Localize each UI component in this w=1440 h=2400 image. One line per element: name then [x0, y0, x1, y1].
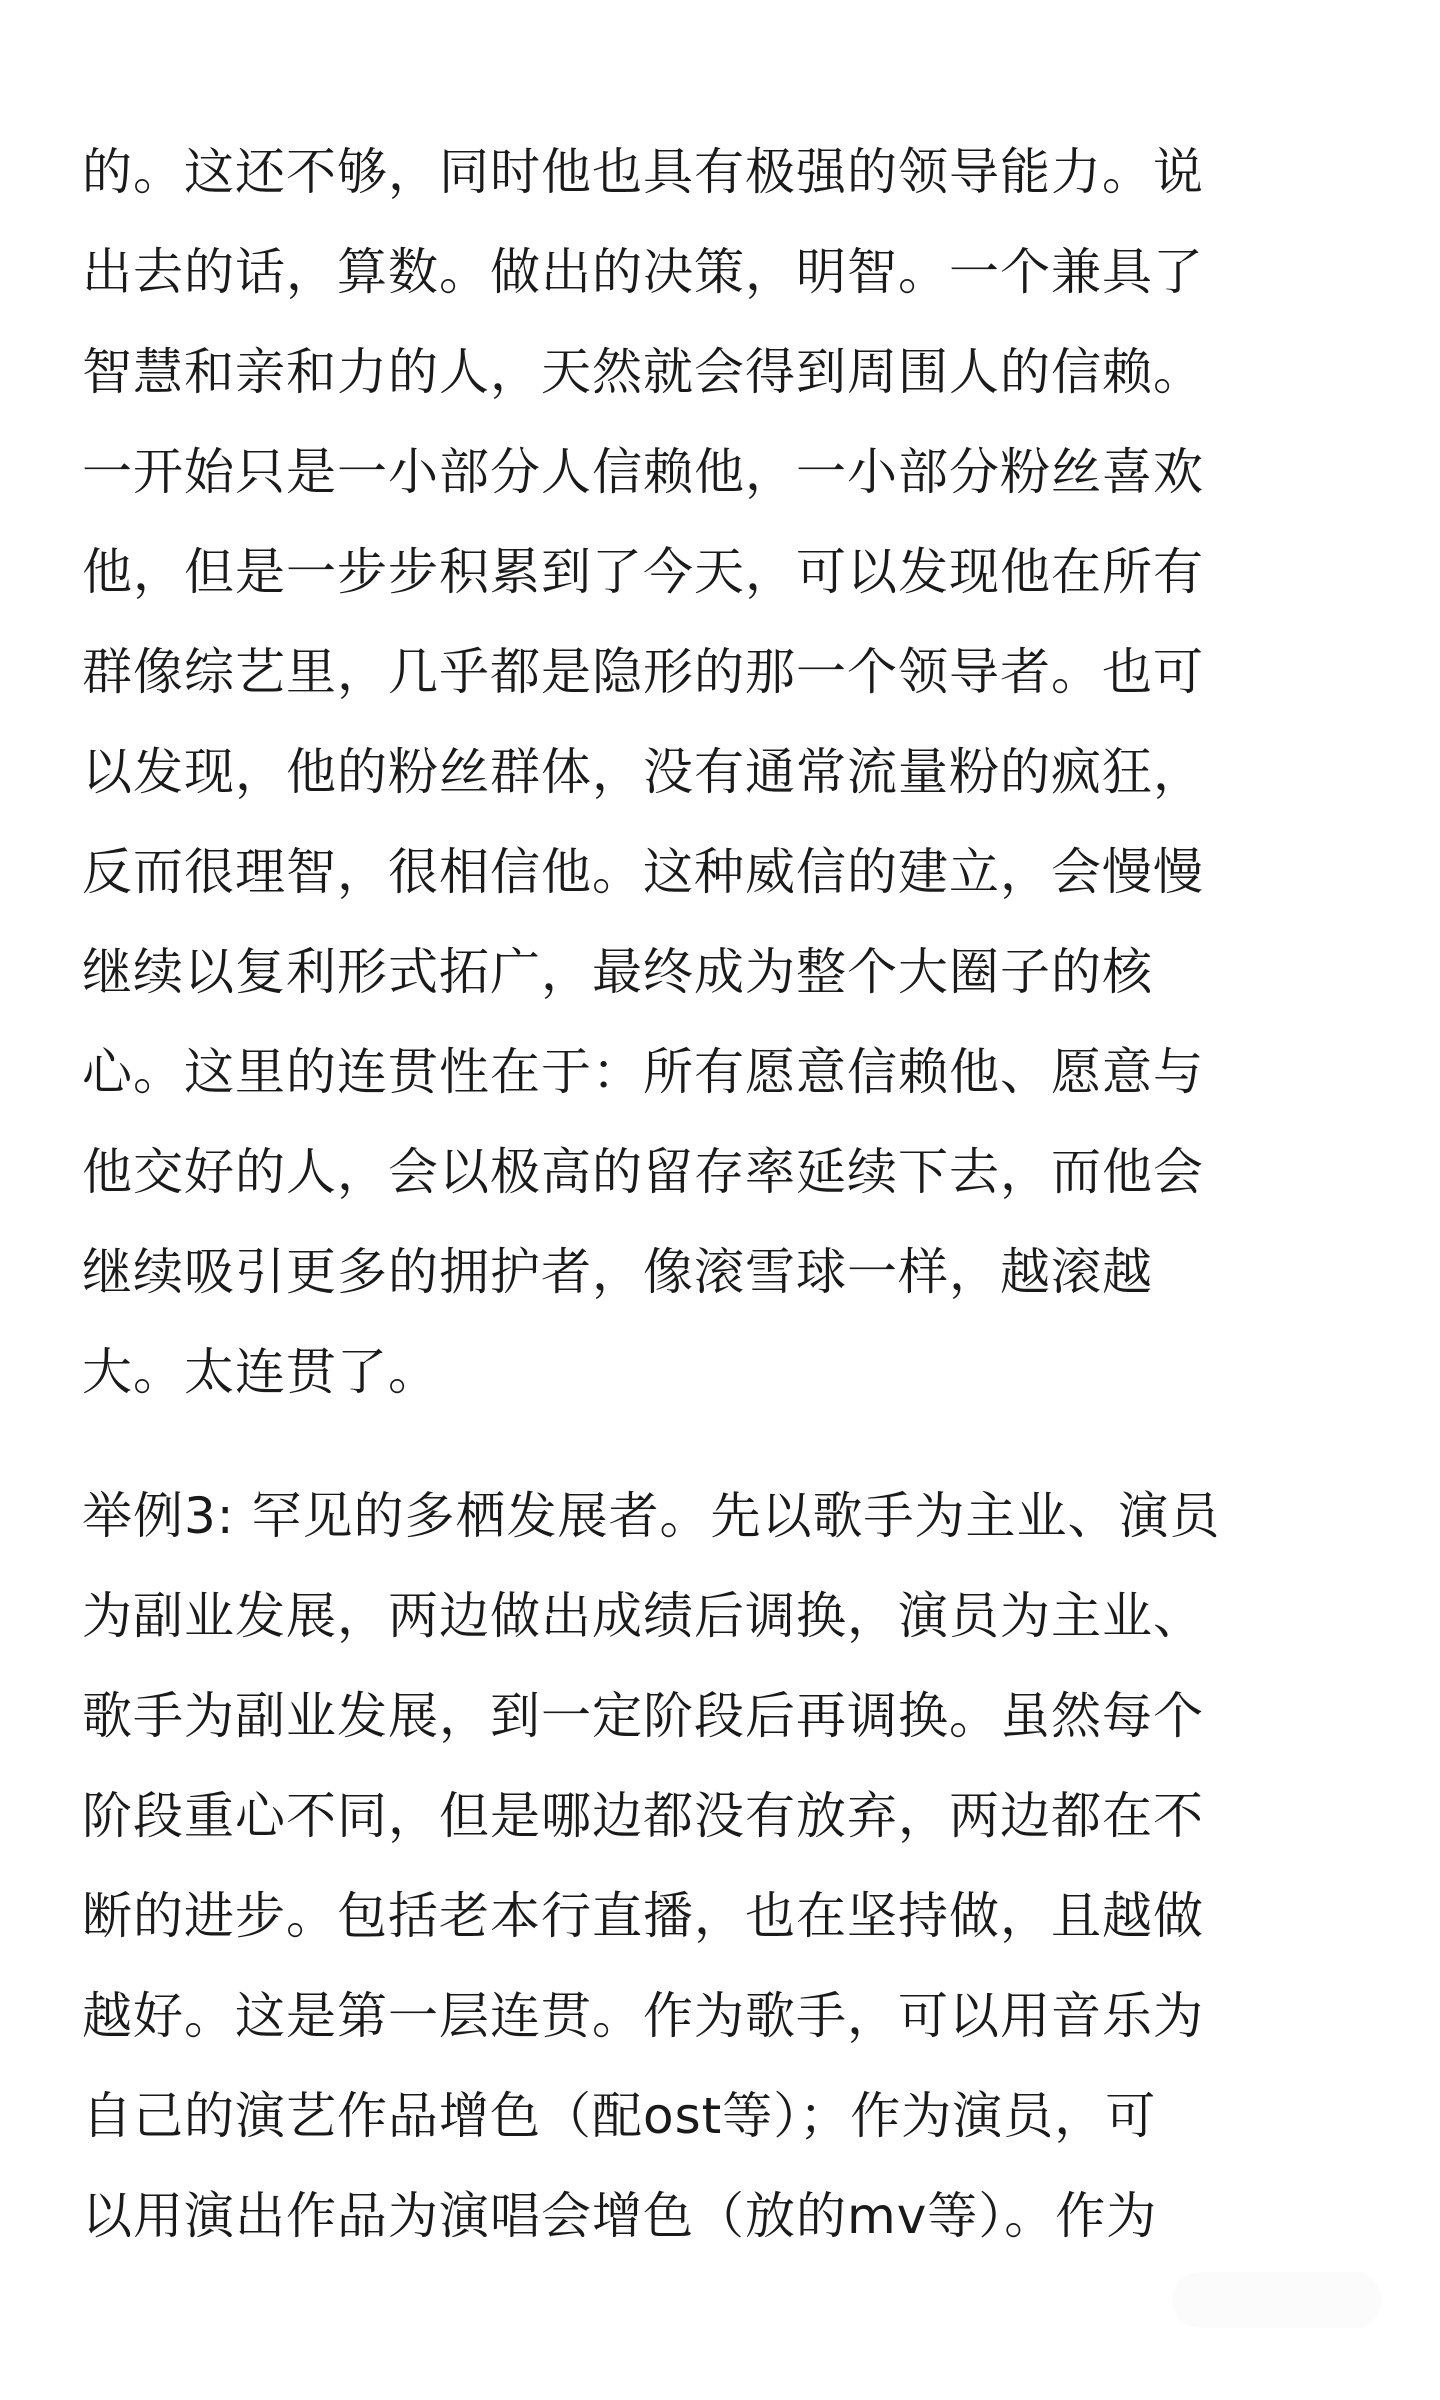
text-line: 为副业发展，两边做出成绩后调换，演员为主业、: [82, 1587, 1204, 1645]
text-line: 越好。这是第一层连贯。作为歌手，可以用音乐为: [82, 1987, 1204, 2045]
text-line: 自己的演艺作品增色（配ost等）；作为演员，可: [82, 2087, 1157, 2145]
text-line: 以发现，他的粉丝群体，没有通常流量粉的疯狂，: [82, 743, 1204, 801]
text-line: 心。这里的连贯性在于：所有愿意信赖他、愿意与: [82, 1043, 1204, 1101]
text-line: 阶段重心不同，但是哪边都没有放弃，两边都在不: [82, 1787, 1204, 1845]
text-line: 智慧和亲和力的人，天然就会得到周围人的信赖。: [82, 343, 1204, 401]
text-line: 群像综艺里，几乎都是隐形的那一个领导者。也可: [82, 643, 1204, 701]
text-line: 他，但是一步步积累到了今天，可以发现他在所有: [82, 543, 1204, 601]
text-line: 断的进步。包括老本行直播，也在坚持做，且越做: [82, 1887, 1204, 1945]
watermark: [1172, 2272, 1382, 2328]
text-line: 举例3: 罕见的多栖发展者。先以歌手为主业、演员: [82, 1487, 1221, 1545]
text-line: 的。这还不够，同时他也具有极强的领导能力。说: [82, 143, 1204, 201]
text-line: 一开始只是一小部分人信赖他，一小部分粉丝喜欢: [82, 443, 1204, 501]
paragraph-2: [82, 1466, 1372, 2266]
text-line: 他交好的人，会以极高的留存率延续下去，而他会: [82, 1143, 1204, 1201]
text-line: 继续吸引更多的拥护者，像滚雪球一样，越滚越: [82, 1243, 1153, 1301]
text-line: 以用演出作品为演唱会增色（放的mv等）。作为: [82, 2187, 1158, 2245]
text-line: 歌手为副业发展，到一定阶段后再调换。虽然每个: [82, 1687, 1204, 1745]
text-line: 反而很理智，很相信他。这种威信的建立，会慢慢: [82, 843, 1204, 901]
text-line: 继续以复利形式拓广，最终成为整个大圈子的核: [82, 943, 1153, 1001]
text-line: 大。太连贯了。: [82, 1343, 439, 1401]
paragraph-1: [82, 122, 1372, 1422]
text-line: 出去的话，算数。做出的决策，明智。一个兼具了: [82, 243, 1204, 301]
article-body: [82, 122, 1372, 2266]
